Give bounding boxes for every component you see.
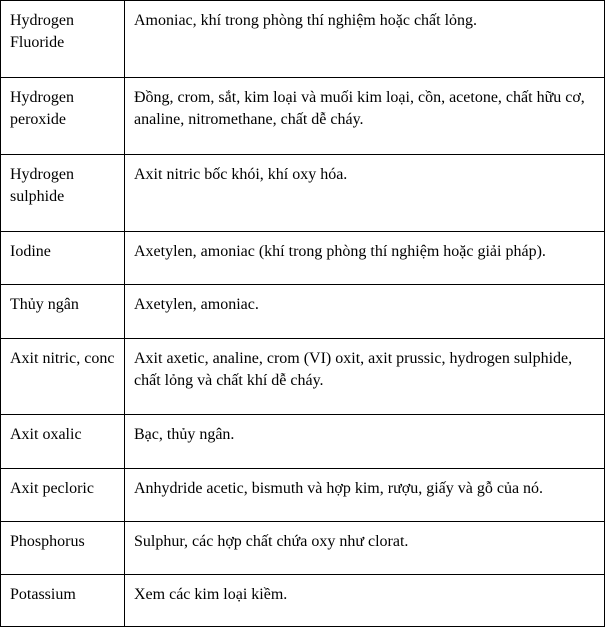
table-row [1,232,605,285]
incompatible-cell: Axit axetic, analine, crom (VI) oxit, axit prussic, hydrogen sulphide, chất lỏng và chất khí dễ cháy. [125,339,605,415]
incompatible-cell: Sulphur, các hợp chất chứa oxy như clorat. [125,522,605,575]
chemical-cell: Phosphorus [1,522,125,575]
chemical-cell: Hydrogen peroxide [1,78,125,155]
chemical-cell: Thủy ngân [1,285,125,339]
table-row [1,575,605,627]
table-row [1,415,605,469]
chemical-cell: Potassium [1,575,125,627]
table-row [1,1,605,78]
incompatible-cell: Đồng, crom, sắt, kim loại và muối kim loại, cồn, acetone, chất hữu cơ, analine, nitromethane, chất dễ cháy. [125,78,605,155]
incompatible-cell: Axetylen, amoniac (khí trong phòng thí nghiệm hoặc giải pháp). [125,232,605,285]
chemical-cell: Axit oxalic [1,415,125,469]
table-row [1,339,605,415]
chemical-cell: Axit pecloric [1,469,125,522]
incompatible-cell: Axit nitric bốc khói, khí oxy hóa. [125,155,605,232]
chemical-cell: Hydrogen sulphide [1,155,125,232]
table-row [1,469,605,522]
incompatible-cell: Anhydride acetic, bismuth và hợp kim, rượu, giấy và gỗ của nó. [125,469,605,522]
chemical-cell: Iodine [1,232,125,285]
incompatible-cell: Axetylen, amoniac. [125,285,605,339]
table-row [1,78,605,155]
incompatible-cell: Bạc, thủy ngân. [125,415,605,469]
incompatible-cell: Amoniac, khí trong phòng thí nghiệm hoặc chất lỏng. [125,1,605,78]
chemical-cell: Axit nitric, conc [1,339,125,415]
table-row [1,285,605,339]
table-row [1,522,605,575]
chemical-cell: Hydrogen Fluoride [1,1,125,78]
incompatible-cell: Xem các kim loại kiềm. [125,575,605,627]
table-row [1,155,605,232]
